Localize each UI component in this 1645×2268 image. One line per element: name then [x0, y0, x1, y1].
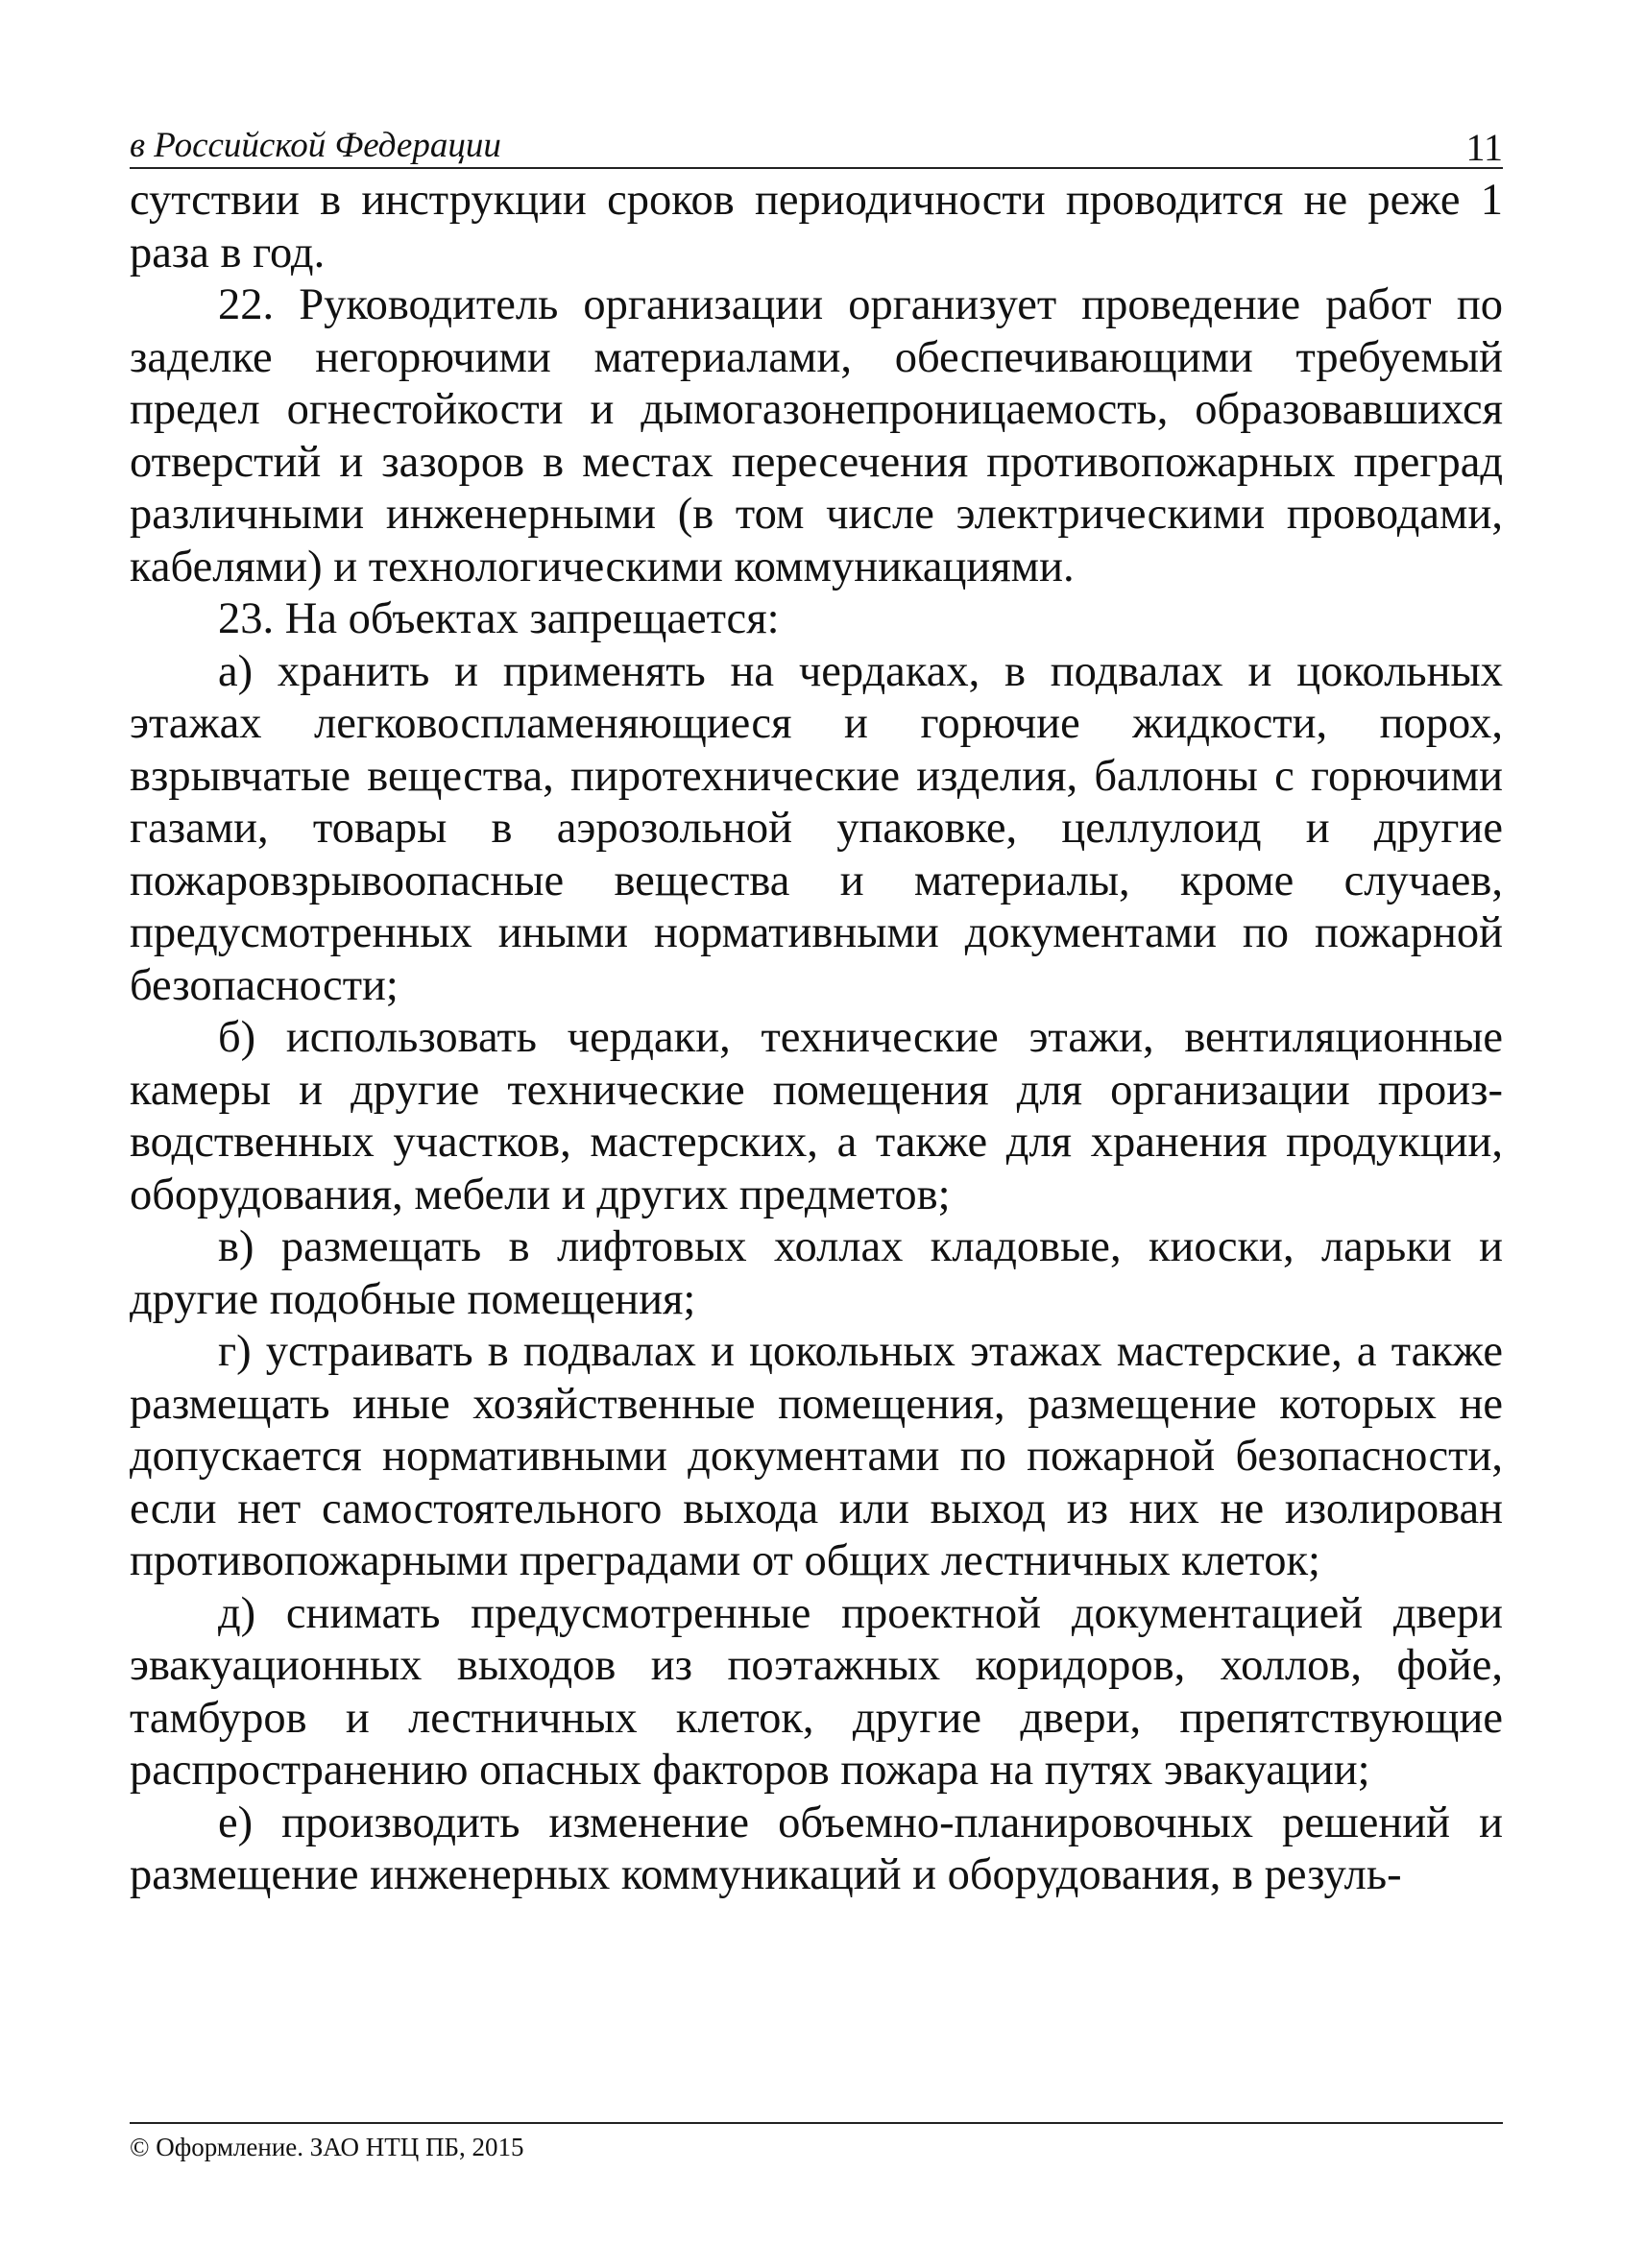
subitem-a: а) хранить и применять на чердаках, в подвалах и цокольных этажах легковоспламеняющиеся и горючие жидкости, порох, взрывчатые вещества, пиротехнические изделия, баллоны с горючими газами, товары в аэрозольной упаковке, целлулоид и другие пожаровзрывоопасные вещества и материалы, кроме случаев, предусмотренных иными нормативными документами по пожарной безопасности;	[130, 646, 1503, 1010]
page	[130, 108, 1503, 1902]
subitem-b: б) использовать чердаки, технические этажи, вентиляционные камеры и другие технические помещения для организации производственных участков, мастерских, а также для хранения продукции, оборудования, мебели и других предметов;	[130, 1013, 1503, 1219]
footer	[130, 2122, 1503, 2162]
paragraph-continuation: сутствии в инструкции сроков периодичности проводится не реже 1 раза в год.	[130, 176, 1503, 277]
subitem-g: г) устраивать в подвалах и цокольных этажах мастерские, а также размещать иные хозяйственные помещения, размещение которых не допускается нормативными документами по пожарной безопасности, если нет самостоятельного выхода или выход из них не изолирован противопожарными преградами от общих лестничных клеток;	[130, 1327, 1503, 1585]
body-text	[130, 175, 1503, 1902]
paragraph-item-23: 23. На объектах запрещается:	[218, 594, 780, 643]
copyright-notice: © Оформление. ЗАО НТЦ ПБ, 2015	[130, 2133, 524, 2161]
running-head-title: в Российской Федерации	[130, 126, 501, 165]
running-head	[130, 108, 1503, 169]
page-number: 11	[1465, 126, 1503, 169]
subitem-d: д) снимать предусмотренные проектной документацией двери эвакуационных выходов из поэтажных коридоров, холлов, фойе, тамбуров и лестничных клеток, другие двери, препятствующие распространению опасных факторов пожара на путях эвакуации;	[130, 1588, 1503, 1795]
subitem-e: е) производить изменение объемно-планировочных решений и размещение инженерных коммуникаций и оборудования, в резуль-	[130, 1798, 1503, 1899]
subitem-v: в) размещать в лифтовых холлах кладовые, киоски, ларьки и другие подобные помещения;	[130, 1222, 1503, 1324]
paragraph-item-22: 22. Руководитель организации организует проведение работ по заделке негорючими материалами, обеспечивающими требуемый предел огнестойкости и дымогазонепроницаемость, образовавшихся отверстий и зазоров в местах пересечения противопожарных преград различными инженерными (в том числе электрическими проводами, кабелями) и технологическими коммуникациями.	[130, 280, 1503, 591]
